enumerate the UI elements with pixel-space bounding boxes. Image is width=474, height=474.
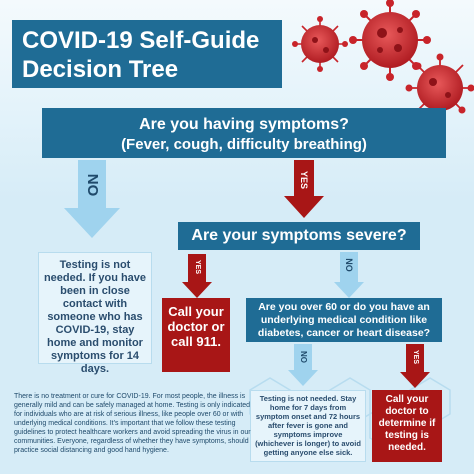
footnote: There is no treatment or cure for COVID-19. For most people, the illness is generally mild and can be safely managed at home. Testing is only indicated for individuals who are at risk of serious illness, like people over 60 or with underlying medical conditions. It's important that we follow these testing guidelines to protect healthcare workers and avoid spreading the virus in our communities. Everyone, regardless of whether they have symptoms, should practice social distancing and good hand hygiene. (14, 393, 251, 454)
title-line-1: COVID-19 Self-Guide (22, 27, 260, 54)
advice-no-symptoms: Testing is not needed. If you have been in close contact with someone who has COVID-19, stay home and monitor symptoms for 14 days. (38, 252, 152, 364)
no-label-risk: NO (299, 351, 308, 363)
yes-label-symptoms: YES (299, 170, 309, 189)
question-symptoms (42, 108, 446, 158)
virus-icon (292, 16, 348, 72)
advice-severe: Call your doctor or call 911. (162, 298, 230, 372)
no-label-symptoms: NO (84, 173, 101, 197)
yes-label-severe: YES (194, 259, 201, 274)
title-line-2: Decision Tree (22, 56, 179, 83)
question-symptoms-line-1: Are you having symptoms? (139, 116, 349, 133)
advice-low-risk: Testing is not needed. Stay home for 7 days from symptom onset and 72 hours after fever is gone and symptoms improve (whichever is longer) to avoid getting anyone else sick. (250, 390, 366, 462)
yes-label-risk: YES (412, 349, 419, 364)
advice-high-risk: Call your doctor to determine if testing is needed. (372, 390, 442, 462)
question-symptoms-line-2: (Fever, cough, difficulty breathing) (121, 136, 367, 153)
page-title (22, 26, 272, 84)
question-severe: Are your symptoms severe? (178, 222, 420, 250)
no-label-severe: NO (344, 258, 354, 272)
question-risk: Are you over 60 or do you have an underlying medical condition like diabetes, cancer or heart disease? (246, 298, 442, 342)
